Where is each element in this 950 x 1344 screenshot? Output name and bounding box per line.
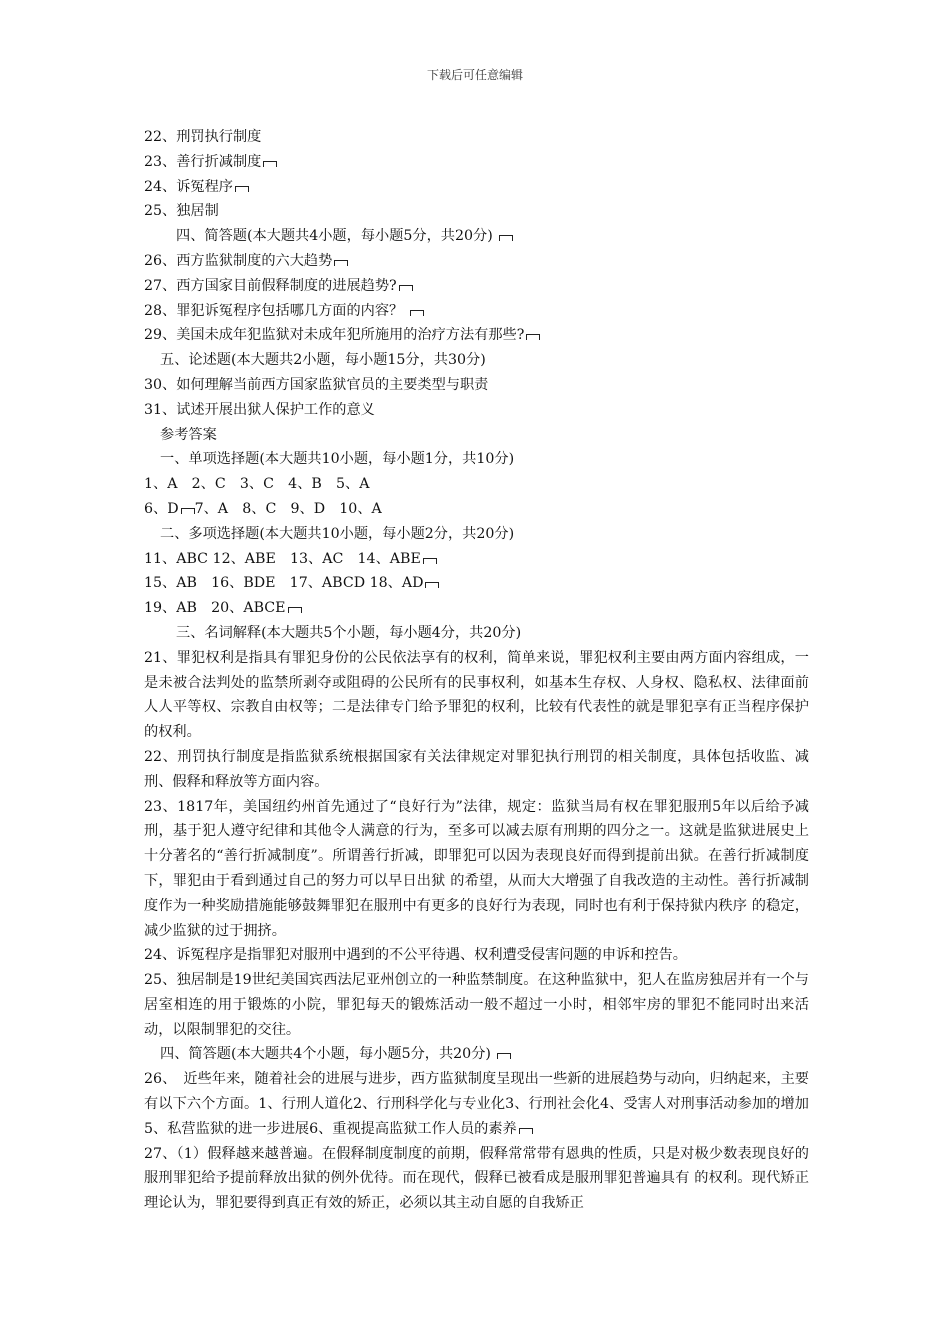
answer-paragraph: [144, 968, 809, 1042]
text-line-text: 22、刑罚执行制度: [144, 129, 262, 145]
text-line: [144, 571, 809, 596]
answer-paragraph-text: 24、诉冤程序是指罪犯对服刑中遇到的不公平待遇、权利遭受侵害问题的申诉和控告。: [144, 947, 687, 964]
paragraph-mark-icon: [423, 558, 437, 564]
text-line-text: 19、AB 20、ABCE: [144, 600, 286, 617]
paragraph-mark-icon: [181, 508, 195, 514]
text-line: [144, 621, 809, 646]
text-line: [144, 299, 809, 324]
answer-paragraph-text: 四、简答题(本大题共4个小题，每小题5分，共20分): [160, 1046, 496, 1063]
answer-paragraph: [144, 795, 809, 944]
paragraph-mark-icon: [519, 1128, 533, 1134]
answer-paragraph-text: 23、1817年，美国纽约州首先通过了“良好行为”法律，规定：监狱当局有权在罪犯服刑5年以后给予减刑，基于犯人遵守纪律和其他令人满意的行为，至多可以减去原有刑期的四分之一。这就是监狱进展史上十分著名的“善行折减制度”。所谓善行折减，即罪犯可以因为表现良好而得到提前出狱。在善行折减制度下，罪犯由于看到通过自己的努力可以早日出狱 的希望，从而大大增强了自我改造的主动性。善行折减制度作为一种奖励措施能够鼓舞罪犯在服刑中有更多的良好行为表现，同时也有利于保持狱内秩序 的稳定，减少监狱的过于拥挤。: [144, 798, 809, 939]
text-line-text: 一、单项选择题(本大题共10小题，每小题1分，共10分): [160, 451, 515, 468]
text-line-text: 参考答案: [160, 426, 217, 443]
text-line: [144, 547, 809, 572]
answer-paragraph: [144, 943, 809, 968]
answer-paragraph-text: 21、罪犯权利是指具有罪犯身份的公民依法享有的权利，简单来说，罪犯权利主要由两方面内容组成，一是未被合法判处的监禁所剥夺或阻碍的公民所有的民事权利，如基本生存权、人身权、隐私权、法律面前人人平等权、宗教自由权等；二是法律专门给予罪犯的权利，比较有代表性的就是罪犯享有正当程序保护的权利。: [144, 649, 809, 741]
paragraph-mark-icon: [399, 285, 413, 291]
text-line-text: 24、诉冤程序: [144, 178, 233, 195]
text-line-text: 30、如何理解当前西方国家监狱官员的主要类型与职责: [144, 376, 489, 393]
text-line: [144, 596, 809, 621]
answer-paragraph: [144, 745, 809, 795]
answer-paragraph: [144, 1142, 809, 1216]
answer-paragraph-text: 22、刑罚执行制度是指监狱系统根据国家有关法律规定对罪犯执行刑罚的相关制度，具体包括收监、减刑、假释和释放等方面内容。: [144, 748, 809, 790]
text-line: [144, 249, 809, 274]
text-line: [144, 348, 809, 373]
document-body: [144, 125, 809, 1216]
text-line: [144, 497, 809, 522]
answer-paragraph-text: 27、（1）假释越来越普遍。在假释制度制度的前期，假释常常带有恩典的性质，只是对极少数表现良好的服刑罪犯给予提前释放出狱的例外优待。而在现代，假释已被看成是服刑罪犯普遍具有 的权利。现代矫正理论认为，罪犯要得到真正有效的矫正，必须以其主动自愿的自我矫正: [144, 1145, 809, 1212]
text-line-text: 31、试述开展出狱人保护工作的意义: [144, 401, 375, 418]
text-line: [144, 274, 809, 299]
text-line-text: 四、简答题(本大题共4小题，每小题5分，共20分): [176, 228, 498, 245]
text-line-text: 三、名词解释(本大题共5个小题，每小题4分，共20分): [176, 624, 522, 641]
paragraph-mark-icon: [410, 310, 424, 316]
text-line: [144, 373, 809, 398]
paragraph-mark-icon: [425, 582, 439, 588]
text-line: [144, 323, 809, 348]
text-line-text: 11、ABC 12、ABE 13、AC 14、ABE: [144, 550, 421, 567]
text-line-text: 25、独居制: [144, 203, 219, 220]
text-line-text: 二、多项选择题(本大题共10小题，每小题2分，共20分): [160, 525, 515, 542]
text-line-text: 28、罪犯诉冤程序包括哪几方面的内容？: [144, 302, 408, 319]
text-line: [144, 472, 809, 497]
text-line-text: 6、D: [144, 500, 179, 517]
answer-paragraph: [144, 1067, 809, 1141]
page-header: 下载后可任意编辑: [426, 68, 523, 82]
paragraph-mark-icon: [497, 1053, 511, 1059]
text-line: [144, 125, 809, 150]
text-line: [144, 175, 809, 200]
answer-paragraph: [144, 646, 809, 745]
answer-paragraph: [144, 1042, 809, 1067]
paragraph-mark-icon: [526, 334, 540, 340]
text-line: [144, 423, 809, 448]
text-line: [144, 522, 809, 547]
paragraph-mark-icon: [235, 186, 249, 192]
text-line-text: 29、美国未成年犯监狱对未成年犯所施用的治疗方法有那些?: [144, 327, 525, 344]
text-line: [144, 150, 809, 175]
paragraph-mark-icon: [263, 161, 277, 167]
answer-paragraph-text: 25、独居制是19世纪美国宾西法尼亚州创立的一种监禁制度。在这种监狱中，犯人在监房独居并有一个与居室相连的用于锻炼的小院，罪犯每天的锻炼活动一般不超过一小时，相邻牢房的罪犯不能同时出来活动，以限制罪犯的交往。: [144, 972, 809, 1038]
answer-paragraph-text: 26、 近些年来，随着社会的进展与进步，西方监狱制度呈现出一些新的进展趋势与动向，归纳起来，主要有以下六个方面。1、行刑人道化2、行刑科学化与专业化3、行刑社会化4、受害人对刑事活动参加的增加5、私营监狱的进一步进展6、重视提高监狱工作人员的素养: [144, 1071, 809, 1137]
text-line-text: 五、论述题(本大题共2小题，每小题15分，共30分): [160, 352, 486, 369]
text-line-text: 27、西方国家目前假释制度的进展趋势?: [144, 277, 397, 294]
text-line-text: 26、西方监狱制度的六大趋势: [144, 252, 333, 269]
text-line: [144, 447, 809, 472]
text-line: [144, 224, 809, 249]
text-line-text: 15、AB 16、BDE 17、ABCD 18、AD: [144, 575, 424, 592]
paragraph-mark-icon: [499, 235, 513, 241]
text-line-text: 1、A 2、C 3、C 4、B 5、A: [144, 476, 370, 493]
paragraph-mark-icon: [334, 260, 348, 266]
text-line-tail: 7、A 8、C 9、D 10、A: [194, 500, 382, 517]
text-line-text: 23、善行折减制度: [144, 153, 262, 170]
text-line: [144, 199, 809, 224]
paragraph-mark-icon: [288, 607, 302, 613]
text-line: [144, 398, 809, 423]
